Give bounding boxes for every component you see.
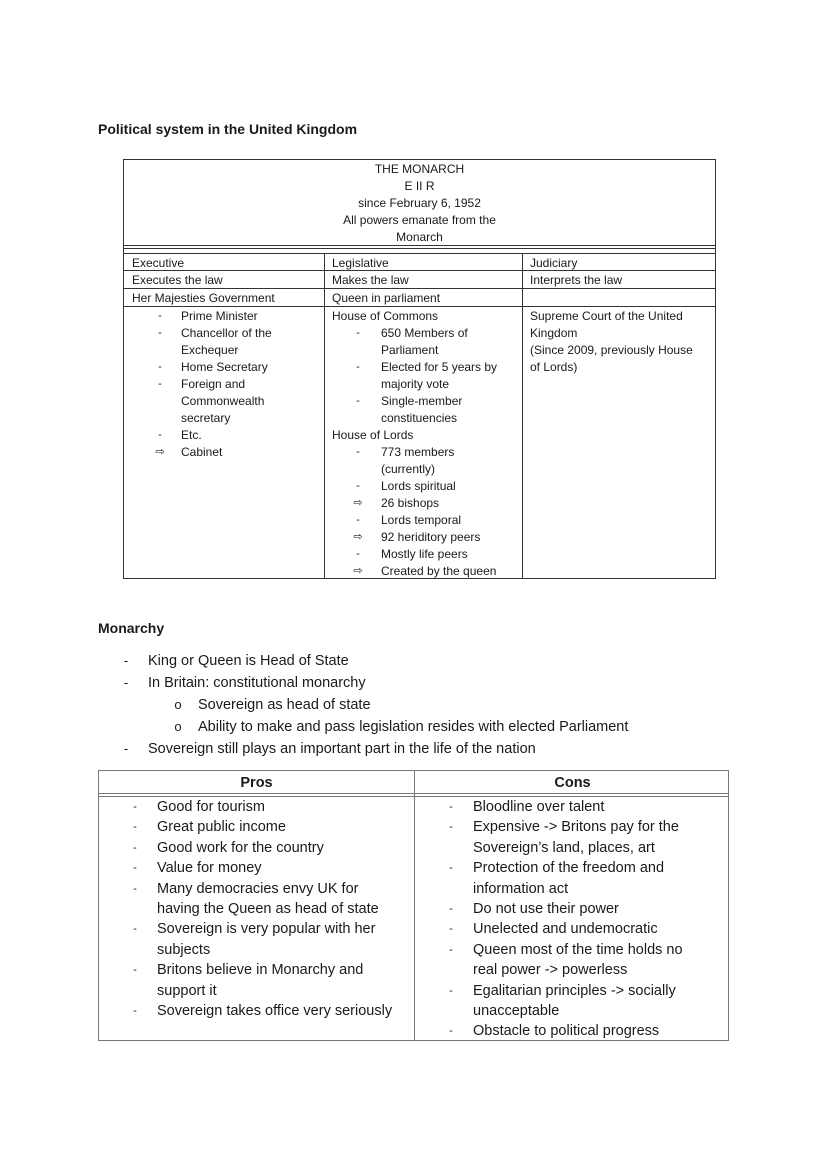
bullet-dash: - — [133, 862, 137, 875]
bullet-line — [99, 940, 414, 960]
bullet-dash: - — [158, 361, 162, 373]
role-executive: Executes the law — [132, 273, 223, 287]
bullet-dash: - — [123, 653, 129, 668]
item-text: Elected for 5 years by — [381, 360, 498, 374]
bullet-line — [99, 817, 414, 837]
header-legislative: Legislative — [332, 256, 389, 270]
bullet-dash: - — [158, 429, 162, 441]
bullet-line — [99, 960, 414, 980]
bullet-text: Do not use their power — [473, 900, 619, 917]
body-executive: Her Majesties Government — [132, 291, 275, 305]
item-text: constituencies — [381, 411, 458, 425]
list-item-line — [324, 512, 522, 529]
item-text: Commonwealth — [181, 394, 265, 408]
item-text: Lords spiritual — [381, 479, 456, 493]
header-judiciary: Judiciary — [530, 256, 578, 270]
bullet-line — [415, 1021, 729, 1041]
bullet-text: Protection of the freedom and — [473, 860, 665, 877]
judiciary-line: of Lords) — [530, 360, 578, 374]
bullet-line — [99, 797, 414, 817]
bullet-line — [415, 940, 729, 960]
item-text: Foreign and — [181, 377, 246, 391]
arrow-right-icon: ⇨ — [353, 565, 363, 577]
bullet-dash: - — [449, 902, 453, 915]
bullet-text: Good for tourism — [157, 799, 265, 815]
list-item-line — [324, 444, 522, 461]
cons-header: Cons — [554, 775, 591, 791]
list-item-line — [124, 308, 324, 325]
item-text: Mostly life peers — [381, 547, 468, 561]
bullet-text: Good work for the country — [157, 839, 324, 856]
pros-column — [99, 797, 414, 1021]
bullet-text: Sovereign’s land, places, art — [473, 839, 655, 856]
bullet-dash: - — [356, 395, 360, 407]
bullet-text: Expensive -> Britons pay for the — [473, 819, 679, 836]
list-item-line — [324, 325, 522, 342]
section-heading: Monarchy — [98, 620, 165, 636]
bullet-text: Queen most of the time holds no — [473, 941, 683, 958]
pros-header: Pros — [240, 775, 273, 791]
bullet-line — [99, 919, 414, 939]
list-item-text: King or Queen is Head of State — [148, 653, 349, 669]
list-item-line — [324, 376, 522, 393]
bullet-dash: - — [356, 548, 360, 560]
bullet-dash: - — [123, 741, 129, 756]
subheading-line — [324, 427, 522, 444]
bullet-text: Unelected and undemocratic — [473, 921, 658, 938]
bullet-line — [99, 838, 414, 858]
bullet-dash: - — [356, 327, 360, 339]
bullet-dash: - — [133, 923, 137, 936]
bullet-line — [99, 1001, 414, 1021]
item-text: majority vote — [381, 377, 450, 391]
monarch-box — [124, 160, 715, 247]
item-text: 26 bishops — [381, 496, 440, 510]
header-rule — [99, 793, 728, 794]
role-legislative: Makes the law — [332, 273, 409, 287]
list-item-line — [324, 359, 522, 376]
page-title: Political system in the United Kingdom — [98, 121, 358, 137]
item-text: (currently) — [381, 462, 436, 476]
item-text: Parliament — [381, 343, 439, 357]
bullet-text: Sovereign is very popular with her — [157, 921, 376, 938]
double-rule — [124, 248, 715, 249]
bullet-text: Bloodline over talent — [473, 799, 605, 815]
item-text: Single-member — [381, 394, 463, 408]
item-text: Created by the queen — [381, 564, 497, 578]
bullet-text: subjects — [157, 941, 211, 958]
bullet-dash: - — [449, 801, 453, 813]
bullet-line — [99, 981, 414, 1001]
bullet-dash: - — [449, 984, 453, 997]
bullet-dash: - — [449, 821, 453, 834]
list-item-line — [324, 495, 522, 512]
executive-column — [124, 308, 324, 461]
item-text: 650 Members of — [381, 326, 468, 340]
list-item-line — [124, 376, 324, 393]
bullet-line — [415, 981, 729, 1001]
item-text: secretary — [181, 411, 231, 425]
bullet-dash: - — [133, 964, 137, 977]
bullet-line — [415, 797, 729, 817]
bullet-line — [415, 960, 729, 980]
list-item-line — [324, 410, 522, 427]
bullet-text: Value for money — [157, 860, 262, 877]
bullet-dash: - — [158, 378, 162, 390]
bullet-dash: - — [449, 943, 453, 956]
body-legislative: Queen in parliament — [332, 291, 441, 305]
bullet-dash: - — [133, 1004, 137, 1017]
subheading-line — [324, 308, 522, 325]
pros-cons-table — [98, 770, 729, 1041]
bullet-line — [415, 879, 729, 899]
legislative-column — [324, 308, 522, 580]
bullet-dash: - — [133, 841, 137, 854]
bullet-dash: - — [449, 923, 453, 936]
list-item-line — [324, 342, 522, 359]
item-text: Cabinet — [181, 445, 223, 459]
bullet-text: Egalitarian principles -> socially — [473, 982, 676, 999]
bullet-line — [415, 817, 729, 837]
bullet-dash: - — [449, 862, 453, 875]
column-divider — [522, 253, 523, 578]
bullet-text: Britons believe in Monarchy and — [157, 962, 364, 979]
bullet-dash: - — [133, 882, 137, 895]
bullet-text: Obstacle to political progress — [473, 1023, 660, 1040]
bullet-text: unacceptable — [473, 1002, 560, 1019]
judiciary-column — [530, 308, 715, 376]
bullet-text: Great public income — [157, 819, 286, 836]
bullet-text: Sovereign takes office very seriously — [157, 1002, 393, 1019]
item-text: Lords temporal — [381, 513, 462, 527]
bullet-text: support it — [157, 982, 217, 999]
row-divider — [124, 253, 715, 254]
list-item-line — [124, 444, 324, 461]
item-text: House of Commons — [332, 309, 439, 323]
list-item-text: In Britain: constitutional monarchy — [148, 675, 366, 691]
bullet-dash: - — [356, 480, 360, 492]
bullet-line — [99, 879, 414, 899]
bullet-dash: - — [158, 310, 162, 322]
list-item-text: Ability to make and pass legislation resides with elected Parliament — [198, 719, 629, 735]
bullet-circle: o — [174, 697, 182, 712]
bullet-dash: - — [158, 327, 162, 339]
list-item-line — [124, 325, 324, 342]
cons-column — [415, 797, 729, 1042]
list-item-text: Sovereign as head of state — [198, 697, 371, 713]
item-text: Prime Minister — [181, 309, 258, 323]
bullet-dash: - — [356, 446, 360, 458]
judiciary-line: (Since 2009, previously House — [530, 343, 693, 357]
list-item-line — [324, 478, 522, 495]
bullet-dash: - — [133, 821, 137, 834]
item-text: 92 heriditory peers — [381, 530, 481, 544]
list-item-line — [324, 393, 522, 410]
list-item-line — [124, 410, 324, 427]
arrow-right-icon: ⇨ — [353, 497, 363, 509]
bullet-line — [415, 899, 729, 919]
list-item-line — [324, 461, 522, 478]
bullet-text: having the Queen as head of state — [157, 900, 379, 917]
list-item-line — [324, 529, 522, 546]
judiciary-line: Kingdom — [530, 326, 578, 340]
bullet-line — [415, 1001, 729, 1021]
bullet-text: real power -> powerless — [473, 962, 628, 979]
monarch-line: since February 6, 1952 — [358, 196, 481, 210]
bullet-dash: - — [356, 514, 360, 526]
double-rule — [124, 245, 715, 246]
political-system-table — [123, 159, 716, 579]
item-text: Exchequer — [181, 343, 239, 357]
list-item-text: Sovereign still plays an important part in the life of the nation — [148, 741, 536, 757]
monarch-line: Monarch — [396, 230, 443, 244]
monarch-line: THE MONARCH — [374, 162, 465, 176]
bullet-line — [99, 899, 414, 919]
list-item-line — [124, 359, 324, 376]
bullet-text: information act — [473, 880, 569, 897]
item-text: Chancellor of the — [181, 326, 272, 340]
judiciary-line: Supreme Court of the United — [530, 309, 683, 323]
item-text: House of Lords — [332, 428, 414, 442]
list-item-line — [124, 427, 324, 444]
role-judiciary: Interprets the law — [530, 273, 623, 287]
item-text: 773 members — [381, 445, 455, 459]
bullet-line — [415, 838, 729, 858]
bullet-dash: - — [133, 801, 137, 813]
item-text: Home Secretary — [181, 360, 268, 374]
header-executive: Executive — [132, 256, 185, 270]
row-divider — [124, 270, 715, 271]
bullet-line — [415, 919, 729, 939]
monarch-line: E II R — [404, 179, 435, 193]
monarch-line: All powers emanate from the — [343, 213, 496, 227]
list-item-line — [324, 546, 522, 563]
bullet-line — [415, 858, 729, 878]
item-text: Etc. — [181, 428, 202, 442]
bullet-circle: o — [174, 719, 182, 734]
arrow-right-icon: ⇨ — [353, 531, 363, 543]
bullet-dash: - — [356, 361, 360, 373]
bullet-line — [99, 858, 414, 878]
bullet-text: Many democracies envy UK for — [157, 880, 359, 897]
bullet-dash: - — [449, 1025, 453, 1038]
list-item-line — [124, 393, 324, 410]
list-item-line — [324, 563, 522, 580]
arrow-right-icon: ⇨ — [155, 446, 165, 458]
list-item-line — [124, 342, 324, 359]
bullet-dash: - — [123, 675, 129, 690]
